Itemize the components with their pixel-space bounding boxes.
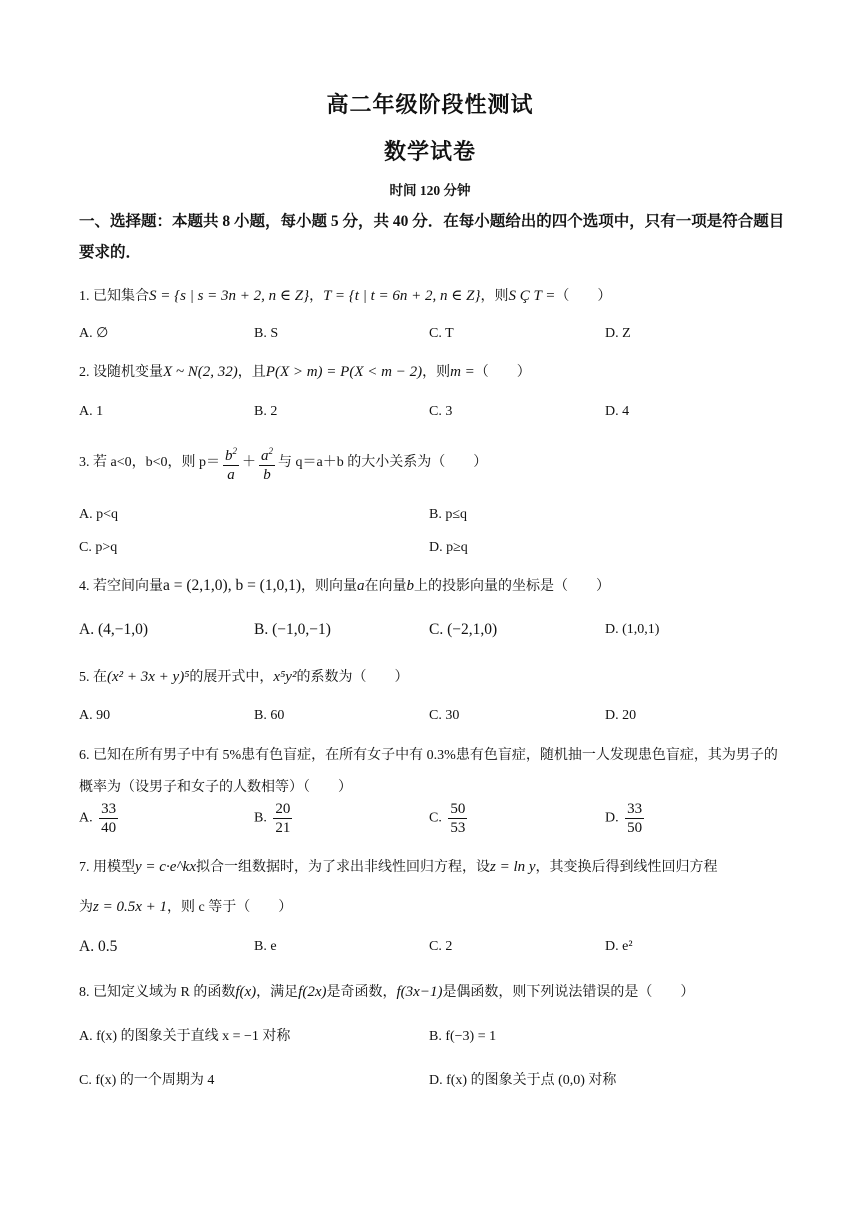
q7-model: y = c·e^kx xyxy=(135,859,196,875)
question-6: 6. 已知在所有男子中有 5%患有色盲症，在所有女子中有 0.3%患有色盲症，随机抽一人发现患色盲症，其为男子的概率为（设男子和女子的人数相等）（ ） xyxy=(79,748,778,795)
q2-option-b: B. 2 xyxy=(254,404,278,419)
q3-frac2-num: $a^2$ xyxy=(259,442,275,466)
q3-fraction-2 xyxy=(259,442,275,484)
q7-option-c: C. 2 xyxy=(429,939,453,954)
q1-comma: ， xyxy=(309,289,324,304)
q8-option-a: A. f(x) 的图象关于直线 x = −1 对称 xyxy=(79,1029,291,1044)
question-1 xyxy=(79,286,791,307)
q2-stem-c: ，则 xyxy=(422,365,451,380)
question-5 xyxy=(79,667,791,688)
q5-stem-c: 的系数为（ ） xyxy=(296,670,409,685)
q2-cond: P(X > m) = P(X < m − 2) xyxy=(265,364,423,380)
q4-vector-b: b xyxy=(406,578,415,594)
question-3 xyxy=(79,442,791,484)
q3-stem-a: 3. 若 a<0，b<0，则 p＝ xyxy=(79,455,221,471)
q7-stem-e: ，则 c 等于（ ） xyxy=(167,900,293,915)
q8-stem-d: 是偶函数，则下列说法错误的是（ ） xyxy=(442,985,695,1000)
q4-stem-a: 4. 若空间向量 xyxy=(79,579,163,594)
question-7-line-2 xyxy=(79,897,791,918)
q4-option-d: D. (1,0,1) xyxy=(605,622,660,637)
q4-option-b: B. (−1,0,−1) xyxy=(254,621,331,638)
q3-stem-b: 与 q＝a＋b 的大小关系为（ ） xyxy=(278,455,488,471)
section-heading: 一、选择题：本题共 8 小题，每小题 5 分，共 40 分．在每小题给出的四个选项中，只有一项是符合题目要求的． xyxy=(79,213,785,261)
q7-option-a: A. 0.5 xyxy=(79,938,118,955)
q1-option-c: C. T xyxy=(429,326,454,341)
q4-stem-d: 上的投影向量的坐标是（ ） xyxy=(414,579,611,594)
q3-option-d: D. p≥q xyxy=(429,540,468,555)
q1-set-t: T = {t | t = 6n + 2, n ∈ Z} xyxy=(323,288,481,304)
q6-option-a: A. $\frac{33}{40}$ xyxy=(79,801,117,836)
q8-option-b: B. f(−3) = 1 xyxy=(429,1029,497,1044)
q3-frac1-den: a xyxy=(227,467,235,483)
q1-paren: （ ） xyxy=(555,289,612,304)
q1-set-s: S = {s | s = 3n + 2, n ∈ Z} xyxy=(149,288,310,304)
q1-expr: S Ç T = xyxy=(508,288,556,304)
exam-subject: 数学试卷 xyxy=(383,139,476,164)
q8-stem-c: 是奇函数， xyxy=(326,985,397,1000)
q7-stem-d: 为 xyxy=(79,900,93,915)
q2-dist: X ~ N(2, 32) xyxy=(163,364,238,380)
q7-option-d: D. e² xyxy=(605,939,633,954)
q7-sub: z = ln y xyxy=(490,859,536,875)
q7-stem-c: ，其变换后得到线性回归方程 xyxy=(535,860,718,875)
q2-stem-b: ，且 xyxy=(237,365,266,380)
question-7-line-1 xyxy=(79,857,791,878)
q2-option-a: A. 1 xyxy=(79,404,104,419)
q5-option-b: B. 60 xyxy=(254,708,285,723)
q3-frac1-num: $b^2$ xyxy=(223,442,239,466)
q5-term: x⁵y² xyxy=(273,669,297,685)
exam-title: 高二年级阶段性测试 xyxy=(326,92,534,117)
q2-stem-a: 2. 设随机变量 xyxy=(79,365,163,380)
exam-time: 时间 120 分钟 xyxy=(389,183,471,198)
q4-stem-c: 在向量 xyxy=(364,579,407,594)
question-8 xyxy=(79,982,791,1003)
q3-plus: ＋ xyxy=(242,455,257,471)
q4-option-c: C. (−2,1,0) xyxy=(429,621,498,638)
q2-paren: （ ） xyxy=(474,365,531,380)
q1-option-b: B. S xyxy=(254,326,279,341)
q5-option-c: C. 30 xyxy=(429,708,460,723)
q4-vector-a: a xyxy=(357,578,365,594)
q7-eq: z = 0.5x + 1 xyxy=(93,899,167,915)
q2-option-c: C. 3 xyxy=(429,404,453,419)
q6-option-d: D. $\frac{33}{50}$ xyxy=(605,801,643,836)
q4-option-a: A. (4,−1,0) xyxy=(79,621,149,638)
q2-option-d: D. 4 xyxy=(605,404,630,419)
q7-option-b: B. e xyxy=(254,939,277,954)
q7-stem-b: 拟合一组数据时，为了求出非线性回归方程，设 xyxy=(196,860,490,875)
q8-option-d: D. f(x) 的图象关于点 (0,0) 对称 xyxy=(429,1073,617,1088)
q1-option-d: D. Z xyxy=(605,326,631,341)
q6-option-b: B. $\frac{20}{21}$ xyxy=(254,801,291,836)
q7-stem-a: 7. 用模型 xyxy=(79,860,135,875)
q8-f2x: f(2x) xyxy=(298,984,327,1000)
q5-option-a: A. 90 xyxy=(79,708,111,723)
q3-frac2-den: b xyxy=(263,467,271,483)
q4-vectors: a = (2,1,0), b = (1,0,1) xyxy=(163,577,302,594)
q3-option-c: C. p>q xyxy=(79,540,118,555)
q8-stem-a: 8. 已知定义域为 R 的函数 xyxy=(79,985,236,1000)
q5-stem-b: 的展开式中， xyxy=(189,670,274,685)
q8-f3x: f(3x−1) xyxy=(396,984,443,1000)
q1-stem-suffix: ，则 xyxy=(480,289,509,304)
q5-option-d: D. 20 xyxy=(605,708,637,723)
q3-option-a: A. p<q xyxy=(79,507,119,522)
q1-option-a: A. ∅ xyxy=(79,326,109,341)
q2-var: m = xyxy=(450,364,475,380)
question-4 xyxy=(79,576,791,597)
q3-fraction-1 xyxy=(223,442,239,484)
q3-option-b: B. p≤q xyxy=(429,507,468,522)
q5-expr: (x² + 3x + y)⁵ xyxy=(107,669,190,685)
question-2 xyxy=(79,362,791,383)
q8-option-c: C. f(x) 的一个周期为 4 xyxy=(79,1073,215,1088)
q6-option-c: C. $\frac{50}{53}$ xyxy=(429,801,466,836)
q8-fx: f(x) xyxy=(235,984,257,1000)
q1-stem-prefix: 1. 已知集合 xyxy=(79,289,149,304)
q8-stem-b: ，满足 xyxy=(256,985,299,1000)
q5-stem-a: 5. 在 xyxy=(79,670,107,685)
q4-stem-b: ，则向量 xyxy=(301,579,358,594)
